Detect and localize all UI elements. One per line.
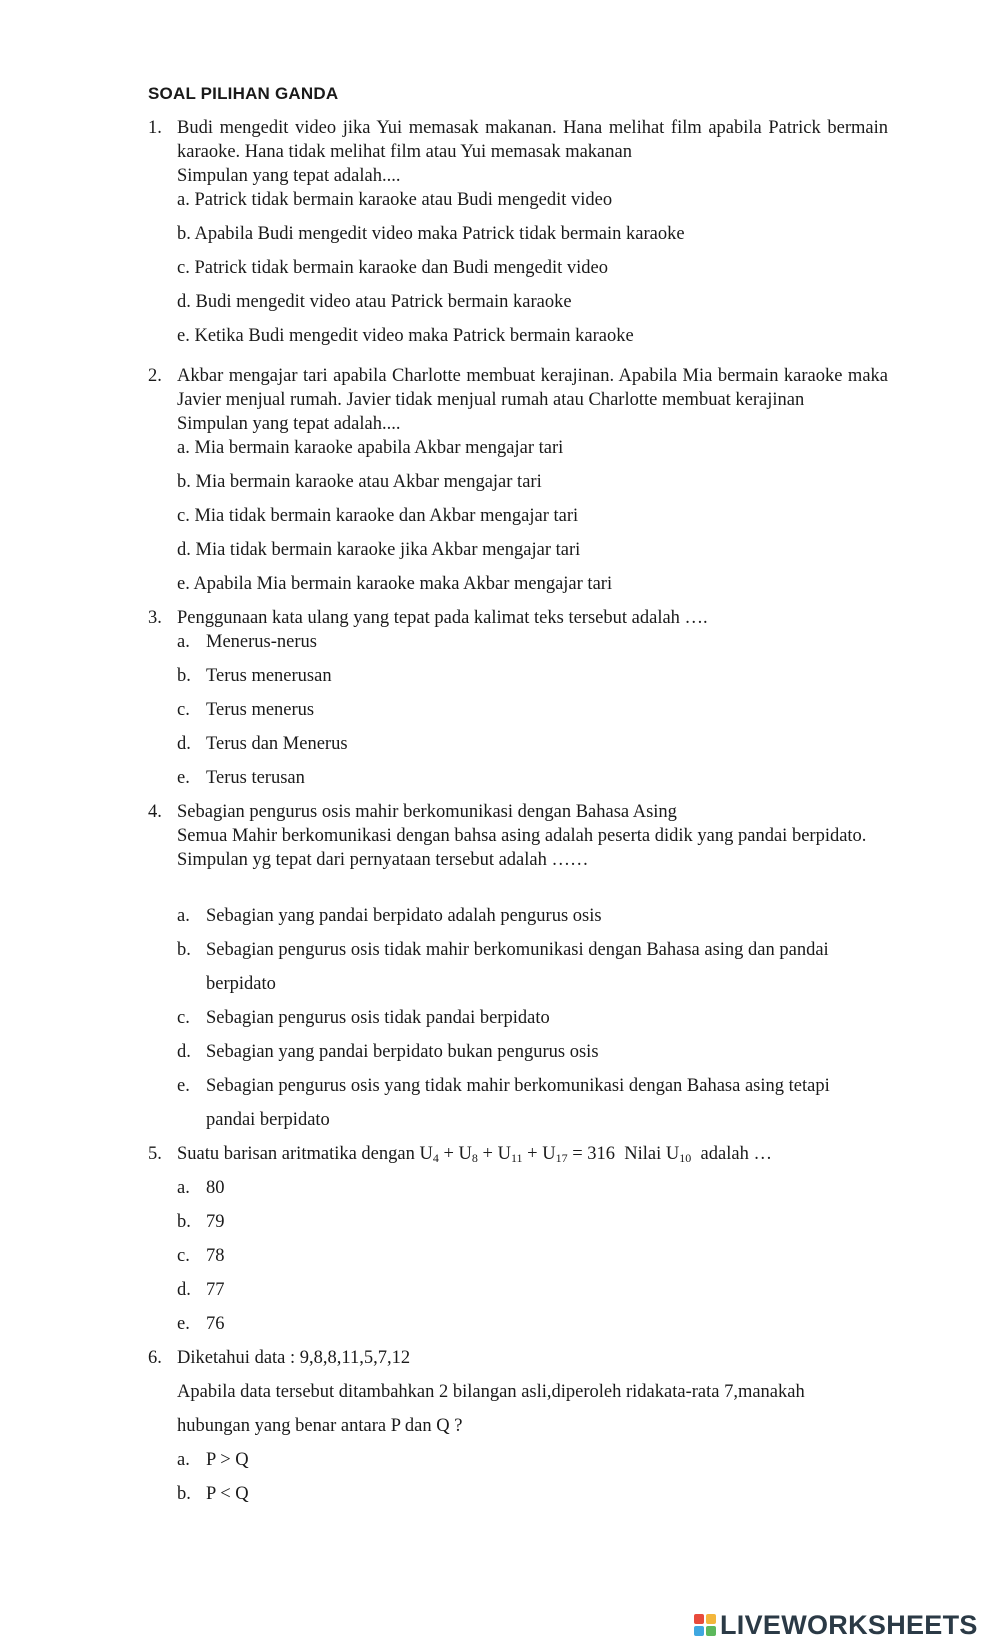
- option-1e[interactable]: e. Ketika Budi mengedit video maka Patrick bermain karaoke: [177, 326, 634, 346]
- option-2d[interactable]: d. Mia tidak bermain karaoke jika Akbar mengajar tari: [177, 540, 581, 560]
- plus-sign: +: [527, 1144, 538, 1164]
- option-letter: d.: [177, 1280, 191, 1300]
- question-5: [148, 1142, 888, 1170]
- question-number: 5.: [148, 1144, 162, 1164]
- option-5e[interactable]: [177, 1312, 225, 1336]
- question-text: Penggunaan kata ulang yang tepat pada kalimat teks tersebut adalah ….: [177, 608, 708, 628]
- option-letter: b.: [177, 940, 191, 960]
- option-3e[interactable]: [177, 766, 305, 790]
- question-3: [148, 606, 888, 630]
- option-4e[interactable]: [177, 1074, 830, 1098]
- option-letter: e.: [177, 1076, 190, 1096]
- option-text: 77: [206, 1280, 225, 1300]
- option-text: Sebagian pengurus osis yang tidak mahir berkomunikasi dengan Bahasa asing tetapi: [206, 1076, 830, 1096]
- liveworksheets-logo[interactable]: [694, 1610, 978, 1640]
- term-u10: $U_{10}$: [665, 1144, 692, 1165]
- question-text: Akbar mengajar tari apabila Charlotte membuat kerajinan. Apabila Mia bermain karaoke maka Javier menjual rumah. Javier tidak menjual rumah atau Charlotte membuat kerajinan: [177, 366, 888, 410]
- option-text: 76: [206, 1314, 225, 1334]
- option-3c[interactable]: [177, 698, 314, 722]
- option-letter: a.: [177, 1178, 190, 1198]
- option-text: 79: [206, 1212, 225, 1232]
- question-1: [148, 116, 888, 188]
- question-prompt: Simpulan yang tepat adalah....: [177, 166, 401, 186]
- option-text: Terus dan Menerus: [206, 734, 348, 754]
- option-letter: b.: [177, 1484, 191, 1504]
- option-3b[interactable]: [177, 664, 332, 688]
- option-6b[interactable]: [177, 1482, 249, 1506]
- question-number: 2.: [148, 366, 162, 386]
- option-text: Terus menerus: [206, 700, 315, 720]
- question-2: [148, 364, 888, 436]
- option-4b[interactable]: [177, 938, 829, 962]
- option-letter: e.: [177, 768, 190, 788]
- option-6a[interactable]: [177, 1448, 249, 1472]
- option-letter: a.: [177, 1450, 190, 1470]
- option-5a[interactable]: [177, 1176, 225, 1200]
- equation-result: = 316: [572, 1144, 616, 1164]
- option-4d[interactable]: [177, 1040, 599, 1064]
- option-text: P < Q: [206, 1484, 249, 1504]
- option-text: P > Q: [206, 1450, 249, 1470]
- question-number: 6.: [148, 1348, 162, 1368]
- question-number: 3.: [148, 608, 162, 628]
- question-prompt: hubungan yang benar antara P dan Q ?: [177, 1416, 463, 1436]
- option-letter: b.: [177, 666, 191, 686]
- plus-sign: +: [443, 1144, 454, 1164]
- option-5c[interactable]: [177, 1244, 225, 1268]
- question-text: Nilai: [624, 1144, 662, 1164]
- plus-sign: +: [482, 1144, 493, 1164]
- option-1a[interactable]: a. Patrick tidak bermain karaoke atau Budi mengedit video: [177, 190, 613, 210]
- option-5d[interactable]: [177, 1278, 225, 1302]
- term-u17: $U_{17}$: [542, 1144, 568, 1165]
- option-4c[interactable]: [177, 1006, 550, 1030]
- option-3a[interactable]: [177, 630, 317, 654]
- option-letter: e.: [177, 1314, 190, 1334]
- option-text: 80: [206, 1178, 225, 1198]
- option-3d[interactable]: [177, 732, 348, 756]
- option-text: Sebagian yang pandai berpidato bukan pengurus osis: [206, 1042, 599, 1062]
- term-u8: $U_8$: [458, 1144, 478, 1165]
- logo-square-icon: [694, 1626, 704, 1636]
- option-text: 78: [206, 1246, 225, 1266]
- option-1c[interactable]: c. Patrick tidak bermain karaoke dan Budi mengedit video: [177, 258, 609, 278]
- logo-square-icon: [706, 1626, 716, 1636]
- option-4a[interactable]: [177, 904, 602, 928]
- question-prompt: Simpulan yang tepat adalah....: [177, 414, 401, 434]
- option-text: Terus menerusan: [206, 666, 332, 686]
- question-4: [148, 800, 888, 872]
- question-text: Apabila data tersebut ditambahkan 2 bilangan asli,diperoleh ridakata-rata 7,manakah: [177, 1382, 805, 1402]
- option-letter: a.: [177, 632, 190, 652]
- question-number: 4.: [148, 802, 162, 822]
- page-title: SOAL PILIHAN GANDA: [148, 84, 339, 103]
- option-5b[interactable]: [177, 1210, 225, 1234]
- question-text: Semua Mahir berkomunikasi dengan bahsa asing adalah peserta didik yang pandai berpidato.: [177, 826, 867, 846]
- logo-text: LIVEWORKSHEETS: [720, 1609, 978, 1640]
- logo-mark-icon: [694, 1614, 716, 1636]
- option-letter: a.: [177, 906, 190, 926]
- option-text: Sebagian yang pandai berpidato adalah pengurus osis: [206, 906, 602, 926]
- term-u11: $U_{11}$: [497, 1144, 523, 1165]
- option-text: Terus terusan: [206, 768, 305, 788]
- question-number: 1.: [148, 118, 162, 138]
- option-4e-continued: pandai berpidato: [206, 1110, 330, 1130]
- term-u4: $U_4$: [419, 1144, 439, 1165]
- question-6: [148, 1346, 888, 1443]
- option-1d[interactable]: d. Budi mengedit video atau Patrick bermain karaoke: [177, 292, 572, 312]
- question-text: Budi mengedit video jika Yui memasak makanan. Hana melihat film apabila Patrick bermain karaoke. Hana tidak melihat film atau Yui memasak makanan: [177, 118, 888, 162]
- option-text: Sebagian pengurus osis tidak mahir berkomunikasi dengan Bahasa asing dan pandai: [206, 940, 829, 960]
- question-prompt: Simpulan yg tepat dari pernyataan tersebut adalah ……: [177, 850, 589, 870]
- option-letter: b.: [177, 1212, 191, 1232]
- option-1b[interactable]: b. Apabila Budi mengedit video maka Patrick tidak bermain karaoke: [177, 224, 685, 244]
- option-2a[interactable]: a. Mia bermain karaoke apabila Akbar mengajar tari: [177, 438, 564, 458]
- option-letter: d.: [177, 1042, 191, 1062]
- option-4b-continued: berpidato: [206, 974, 276, 994]
- logo-square-icon: [694, 1614, 704, 1624]
- question-text: Sebagian pengurus osis mahir berkomunikasi dengan Bahasa Asing: [177, 802, 677, 822]
- question-text: Diketahui data : 9,8,8,11,5,7,12: [177, 1348, 411, 1368]
- option-letter: c.: [177, 1246, 190, 1266]
- option-2c[interactable]: c. Mia tidak bermain karaoke dan Akbar mengajar tari: [177, 506, 579, 526]
- question-text: adalah …: [700, 1144, 772, 1164]
- option-letter: c.: [177, 700, 190, 720]
- option-2e[interactable]: e. Apabila Mia bermain karaoke maka Akbar mengajar tari: [177, 574, 613, 594]
- option-letter: d.: [177, 734, 191, 754]
- question-text: Suatu barisan aritmatika dengan: [177, 1144, 415, 1164]
- logo-square-icon: [706, 1614, 716, 1624]
- option-letter: c.: [177, 1008, 190, 1028]
- option-2b[interactable]: b. Mia bermain karaoke atau Akbar mengajar tari: [177, 472, 542, 492]
- option-text: Sebagian pengurus osis tidak pandai berpidato: [206, 1008, 550, 1028]
- option-text: Menerus-nerus: [206, 632, 317, 652]
